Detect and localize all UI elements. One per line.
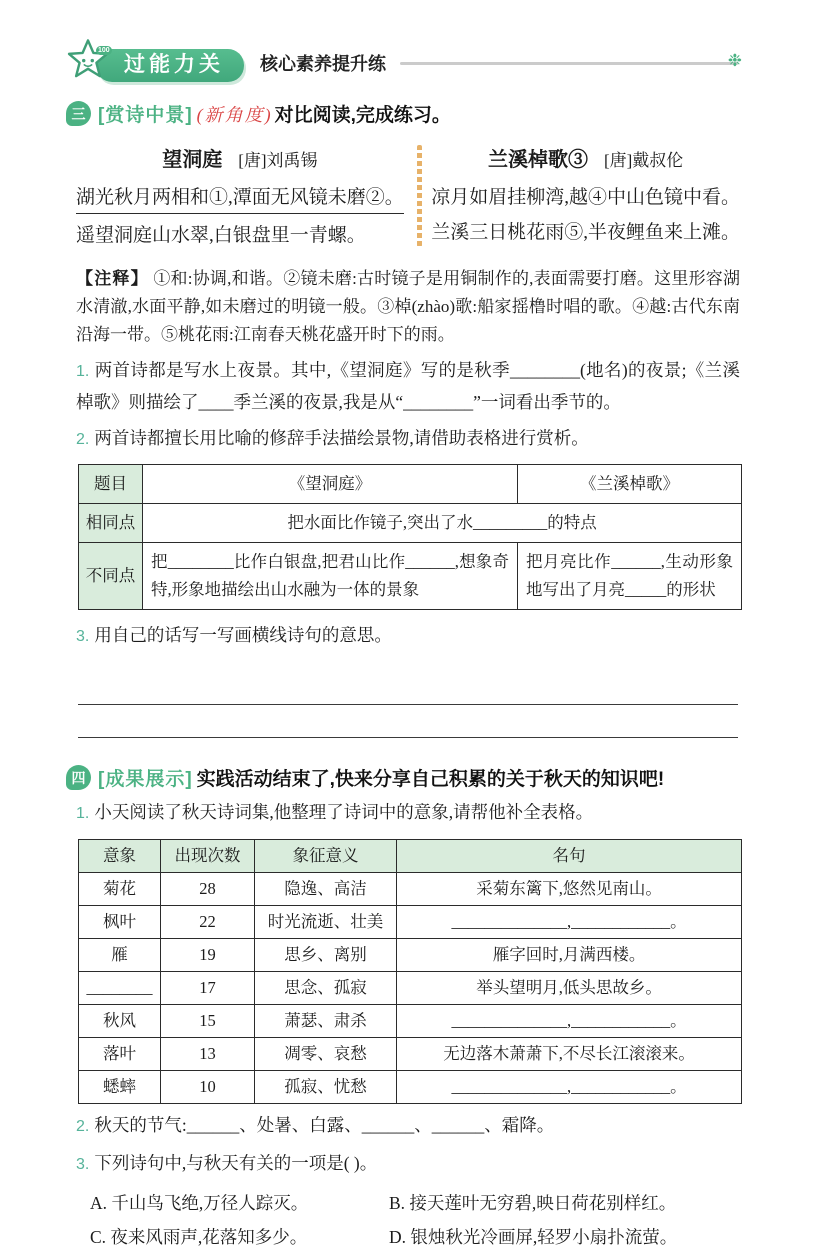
table-row bbox=[79, 873, 742, 906]
cell-quote: 采菊东篱下,悠然见南山。 bbox=[397, 873, 742, 906]
cell-quote: ______________,____________。 bbox=[397, 1005, 742, 1038]
star-mascot-icon bbox=[66, 38, 110, 82]
q2-number: 2. bbox=[76, 431, 90, 448]
section3-question3 bbox=[76, 620, 740, 652]
cell-count: 10 bbox=[161, 1071, 255, 1104]
diff-poem1-text: 把________比作白银盘,把君山比作______,想象奇特,形象地描绘出山水融为一体的景象 bbox=[143, 543, 518, 610]
poem2-line1: 凉月如眉挂柳湾,越④中山色镜中看。 bbox=[431, 187, 740, 208]
cell-count: 28 bbox=[161, 873, 255, 906]
cell-quote: ______________,____________。 bbox=[397, 1071, 742, 1104]
cell-imagery: 蟋蟀 bbox=[79, 1071, 161, 1104]
header-count: 出现次数 bbox=[161, 840, 255, 873]
same-text: 把水面比作镜子,突出了水_________的特点 bbox=[143, 504, 742, 543]
section3-question1 bbox=[76, 355, 740, 417]
cell-quote: 无边落木萧萧下,不尽长江滚滚来。 bbox=[397, 1038, 742, 1071]
s4-q2-number: 2. bbox=[76, 1118, 90, 1135]
q3-number: 3. bbox=[76, 628, 90, 645]
poem1-head bbox=[76, 143, 404, 172]
s4-q1-text: 小天阅读了秋天诗词集,他整理了诗词中的意象,请帮他补全表格。 bbox=[94, 802, 594, 822]
header-subtitle: 核心素养提升练 bbox=[260, 54, 386, 74]
cell-count: 17 bbox=[161, 972, 255, 1005]
poem2-line2: 兰溪三日桃花雨⑤,半夜鲤鱼来上滩。 bbox=[431, 222, 740, 243]
s4-q2-text: 秋天的节气:______、处暑、白露、______、______、霜降。 bbox=[94, 1115, 555, 1135]
option-a: A. 千山鸟飞绝,万径人踪灭。 bbox=[90, 1193, 309, 1213]
table-row bbox=[79, 1005, 742, 1038]
col-poem2-header: 《兰溪棹歌》 bbox=[518, 465, 742, 504]
section4-heading bbox=[66, 764, 740, 791]
s4-q3-number: 3. bbox=[76, 1156, 90, 1173]
option-b: B. 接天莲叶无穷碧,映日荷花别样红。 bbox=[389, 1193, 677, 1213]
cell-meaning: 时光流逝、壮美 bbox=[255, 906, 397, 939]
cell-imagery: 菊花 bbox=[79, 873, 161, 906]
cell-meaning: 思念、孤寂 bbox=[255, 972, 397, 1005]
section3-tag: [赏诗中景] bbox=[98, 105, 193, 126]
unit-badge-wrap bbox=[96, 48, 244, 78]
poem1-title: 望洞庭 bbox=[162, 149, 223, 171]
same-label: 相同点 bbox=[79, 504, 143, 543]
option-c: C. 夜来风雨声,花落知多少。 bbox=[90, 1227, 308, 1247]
header-quote: 名句 bbox=[397, 840, 742, 873]
unit-badge: 过能力关 bbox=[96, 49, 244, 82]
cell-count: 15 bbox=[161, 1005, 255, 1038]
answer-line-1 bbox=[78, 672, 738, 705]
option-d: D. 银烛秋光冷画屏,轻罗小扇扑流萤。 bbox=[389, 1227, 678, 1247]
poem2-head bbox=[431, 143, 740, 172]
cell-count: 22 bbox=[161, 906, 255, 939]
wheat-ornament-divider bbox=[404, 143, 417, 253]
section3-question2 bbox=[76, 423, 740, 455]
table-row bbox=[79, 1071, 742, 1104]
imagery-header-row bbox=[79, 840, 742, 873]
poem-notes bbox=[76, 265, 740, 349]
section4-number-badge: 四 bbox=[66, 765, 91, 790]
cell-meaning: 思乡、离别 bbox=[255, 939, 397, 972]
table-row bbox=[79, 939, 742, 972]
similarity-row bbox=[79, 504, 742, 543]
poem-comparison bbox=[76, 143, 740, 253]
poem1-author: [唐]刘禹锡 bbox=[238, 151, 318, 170]
cell-quote: 雁字回时,月满西楼。 bbox=[397, 939, 742, 972]
poem-wangdongting bbox=[76, 143, 404, 253]
mascot-score-badge: 100 bbox=[98, 47, 110, 54]
page-header bbox=[70, 48, 740, 78]
poem1-line2: 遥望洞庭山水翠,白银盘里一青螺。 bbox=[76, 225, 366, 246]
col-poem1-header: 《望洞庭》 bbox=[143, 465, 518, 504]
cell-imagery: 雁 bbox=[79, 939, 161, 972]
s4-q1-number: 1. bbox=[76, 805, 90, 822]
section4-question3 bbox=[76, 1148, 740, 1180]
table-row bbox=[79, 972, 742, 1005]
section3-number-badge: 三 bbox=[66, 101, 91, 126]
section4-question2 bbox=[76, 1110, 740, 1142]
cell-quote: ______________,____________。 bbox=[397, 906, 742, 939]
autumn-imagery-table bbox=[78, 839, 742, 1104]
q2-text: 两首诗都擅长用比喻的修辞手法描绘景物,请借助表格进行赏析。 bbox=[94, 428, 589, 448]
cell-meaning: 凋零、哀愁 bbox=[255, 1038, 397, 1071]
poem-comparison-table bbox=[78, 464, 742, 610]
choice-options bbox=[90, 1190, 740, 1249]
section3-title: 对比阅读,完成练习。 bbox=[274, 105, 451, 126]
poem2-title: 兰溪棹歌③ bbox=[487, 149, 588, 171]
cell-meaning: 萧瑟、肃杀 bbox=[255, 1005, 397, 1038]
q1-text: 两首诗都是写水上夜景。其中,《望洞庭》写的是秋季________(地名)的夜景;《兰溪棹歌》则描绘了____季兰溪的夜景,我是从“________”一词看出季节的。 bbox=[76, 360, 740, 412]
diff-poem2-text: 把月亮比作______,生动形象地写出了月亮_____的形状 bbox=[518, 543, 742, 610]
poem1-line1: 湖光秋月两相和①,潭面无风镜未磨②。 bbox=[76, 180, 404, 218]
table-header-row bbox=[79, 465, 742, 504]
q3-text: 用自己的话写一写画横线诗句的意思。 bbox=[94, 625, 392, 645]
header-meaning: 象征意义 bbox=[255, 840, 397, 873]
cell-count: 13 bbox=[161, 1038, 255, 1071]
cell-imagery: 枫叶 bbox=[79, 906, 161, 939]
cell-imagery: 秋风 bbox=[79, 1005, 161, 1038]
q1-number: 1. bbox=[76, 363, 90, 380]
table-row bbox=[79, 906, 742, 939]
diff-label: 不同点 bbox=[79, 543, 143, 610]
section4-title: 实践活动结束了,快来分享自己积累的关于秋天的知识吧! bbox=[196, 769, 665, 790]
cell-quote: 举头望明月,低头思故乡。 bbox=[397, 972, 742, 1005]
s4-q3-text: 下列诗句中,与秋天有关的一项是( )。 bbox=[94, 1153, 378, 1173]
cell-imagery: 落叶 bbox=[79, 1038, 161, 1071]
section4-tag: [成果展示] bbox=[98, 769, 193, 790]
flower-star-icon: ❉ bbox=[727, 50, 742, 70]
cell-meaning: 孤寂、忧愁 bbox=[255, 1071, 397, 1104]
section3-heading bbox=[66, 100, 740, 127]
poem2-author: [唐]戴叔伦 bbox=[603, 151, 684, 170]
difference-row bbox=[79, 543, 742, 610]
cell-meaning: 隐逸、高洁 bbox=[255, 873, 397, 906]
cell-count: 19 bbox=[161, 939, 255, 972]
answer-line-2 bbox=[78, 705, 738, 738]
poem-lanxizhaoge bbox=[417, 143, 740, 253]
header-imagery: 意象 bbox=[79, 840, 161, 873]
cell-imagery: ________ bbox=[79, 972, 161, 1005]
section3-angle-label: (新角度) bbox=[196, 105, 273, 125]
table-row bbox=[79, 1038, 742, 1071]
notes-text: ①和:协调,和谐。②镜未磨:古时镜子是用铜制作的,表面需要打磨。这里形容湖水清澈,水面平静,如未磨过的明镜一般。③棹(zhào)歌:船家摇橹时唱的歌。④越:古代东南沿海一带。⑤桃花雨:江南春天桃花盛开时下的雨。 bbox=[76, 269, 740, 344]
col-title-header: 题目 bbox=[79, 465, 143, 504]
header-rule bbox=[400, 50, 742, 70]
section4-question1 bbox=[76, 797, 740, 829]
notes-label: 【注释】 bbox=[76, 269, 149, 288]
